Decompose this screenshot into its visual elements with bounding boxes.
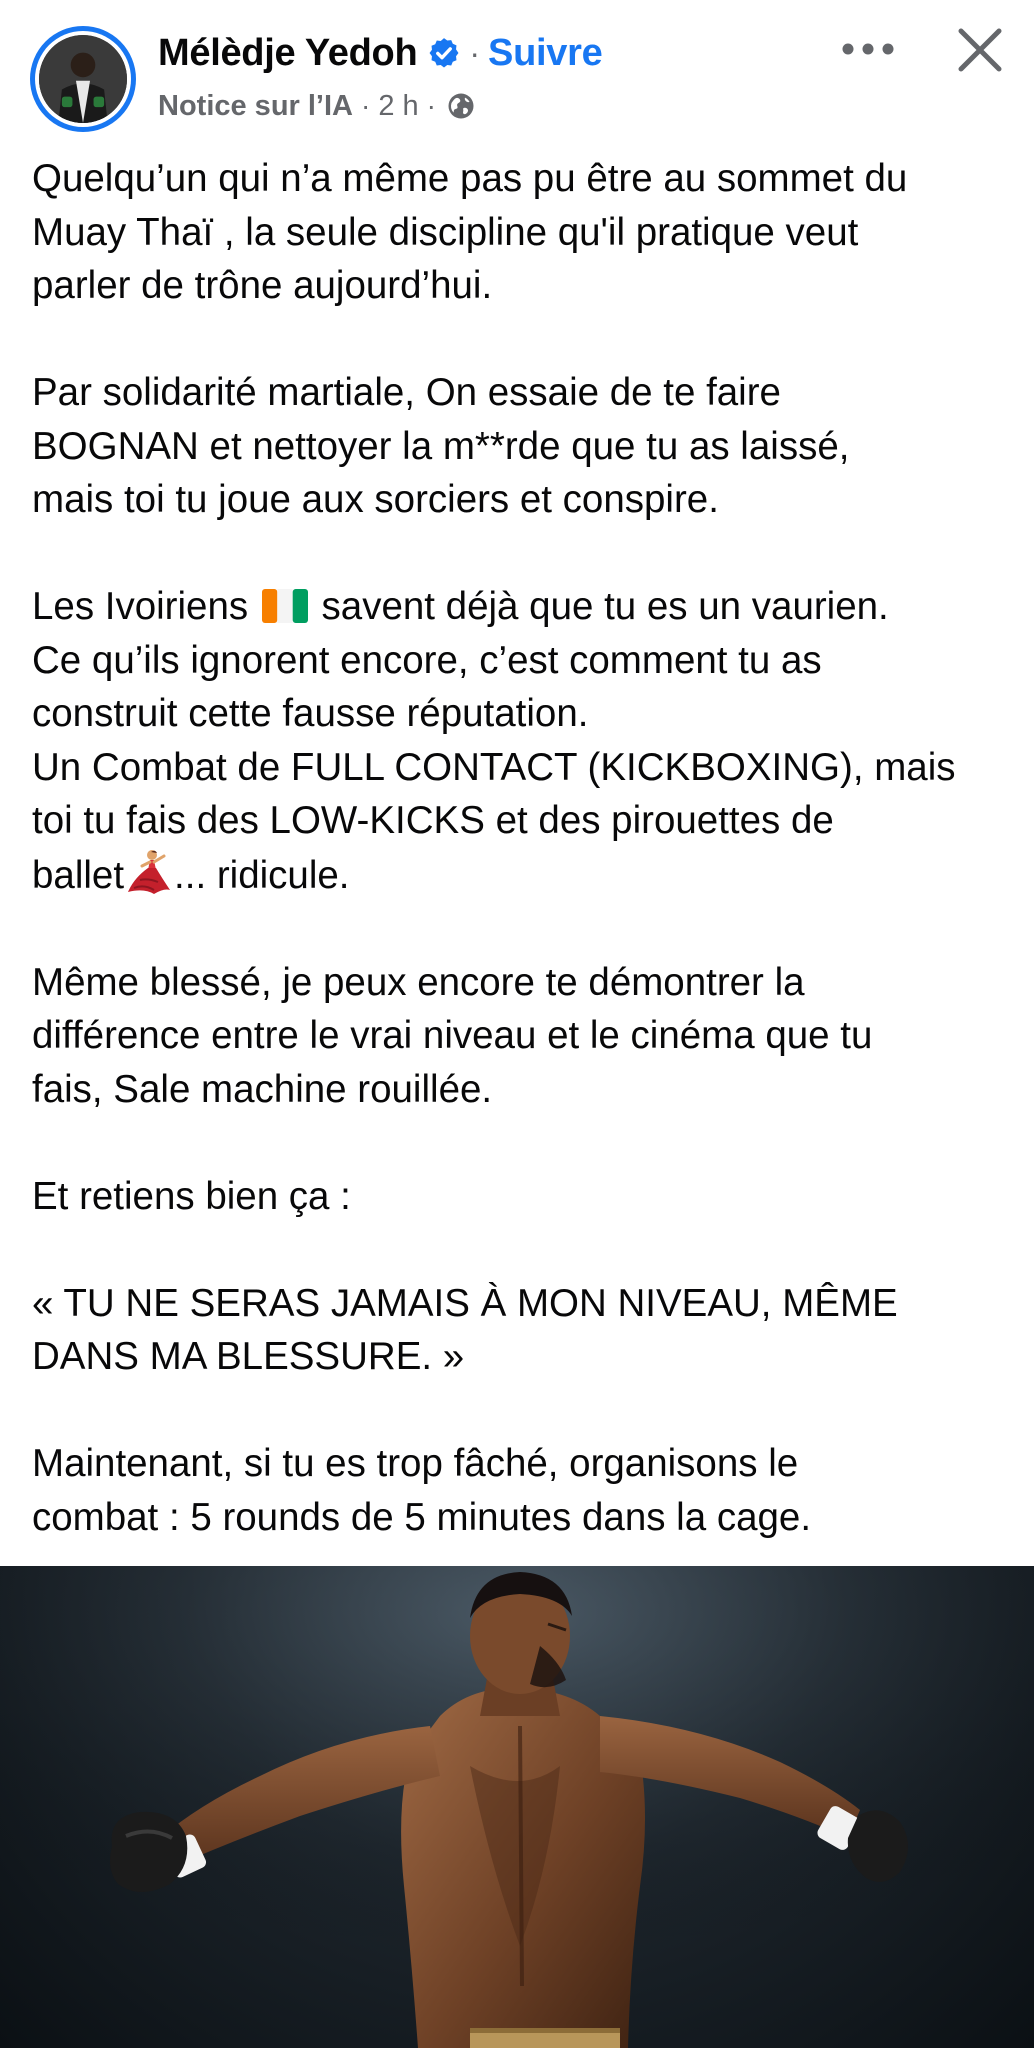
text-line: BOGNAN et nettoyer la m**rde que tu as laissé, [32,424,850,468]
avatar-figure-icon [39,35,127,123]
verified-badge-icon [427,36,461,70]
text-line: construit cette fausse réputation. [32,692,589,735]
text-line: Maintenant, si tu es trop fâché, organisons le [32,1442,799,1485]
post-header [0,0,1034,150]
text-line: Par solidarité martiale, On essaie de te faire [32,371,781,414]
author-avatar[interactable] [30,26,136,132]
text-line: Et retiens bien ça : [32,1174,351,1218]
paragraph-2 [32,366,1012,527]
fighter-illustration [0,1566,1034,2048]
text-line: Un Combat de FULL CONTACT (KICKBOXING), mais [32,745,956,789]
text-line-with-flag [32,580,1012,634]
text-line: toi tu fais des LOW-KICKS et des pirouettes de [32,799,834,842]
paragraph-4 [32,956,1012,1117]
post-meta [158,86,476,126]
text-line: parler de trône aujourd’hui. [32,264,493,307]
text-line: Quelqu’un qui n’a même pas pu être au sommet du [32,157,908,200]
more-icon [841,42,895,56]
post-time[interactable]: 2 h [378,89,419,122]
text-line: « TU NE SERAS JAMAIS À MON NIVEAU, MÊME [32,1281,898,1325]
text-line: Ce qu’ils ignorent encore, c’est comment tu as [32,638,822,682]
text-line: DANS MA BLESSURE. » [32,1335,465,1378]
author-line [158,28,602,78]
paragraph-5 [32,1170,1012,1224]
meta-separator: · [361,90,371,121]
dancer-icon [124,848,174,896]
text-line: Muay Thaï , la seule discipline qu'il pratique veut [32,210,859,254]
flag-line-before: Les Ivoiriens [32,585,249,628]
dancer-line-after: ... ridicule. [174,853,350,897]
flag-line-after: savent déjà que tu es un vaurien. [321,585,889,628]
text-line: fais, Sale machine rouillée. [32,1067,493,1111]
close-button[interactable] [950,20,1010,80]
ai-notice-link[interactable]: Notice sur l’IA [158,89,353,122]
more-options-button[interactable] [838,22,898,76]
name-separator: · [469,34,481,71]
post-text [32,152,1012,1598]
paragraph-7 [32,1437,1012,1544]
avatar-photo [39,35,127,123]
paragraph-6 [32,1277,1012,1384]
close-icon [956,26,1004,74]
avatar-ring [35,31,131,127]
dancer-line-before: ballet [32,853,125,897]
meta-separator: · [426,90,436,121]
text-line: différence entre le vrai niveau et le cinéma que tu [32,1014,873,1057]
text-line: Même blessé, je peux encore te démontrer la [32,960,805,1004]
follow-button[interactable]: Suivre [488,31,603,74]
author-name[interactable]: Mélèdje Yedoh [158,31,418,74]
paragraph-3 [32,580,1012,902]
text-line: combat : 5 rounds de 5 minutes dans la cage. [32,1495,812,1539]
text-line: mais toi tu joue aux sorciers et conspire. [32,478,719,521]
post-photo[interactable] [0,1566,1034,2048]
paragraph-1 [32,152,1012,313]
ivory-coast-flag-icon [261,588,309,624]
globe-icon [446,91,476,121]
text-line-with-dancer [32,848,1012,903]
